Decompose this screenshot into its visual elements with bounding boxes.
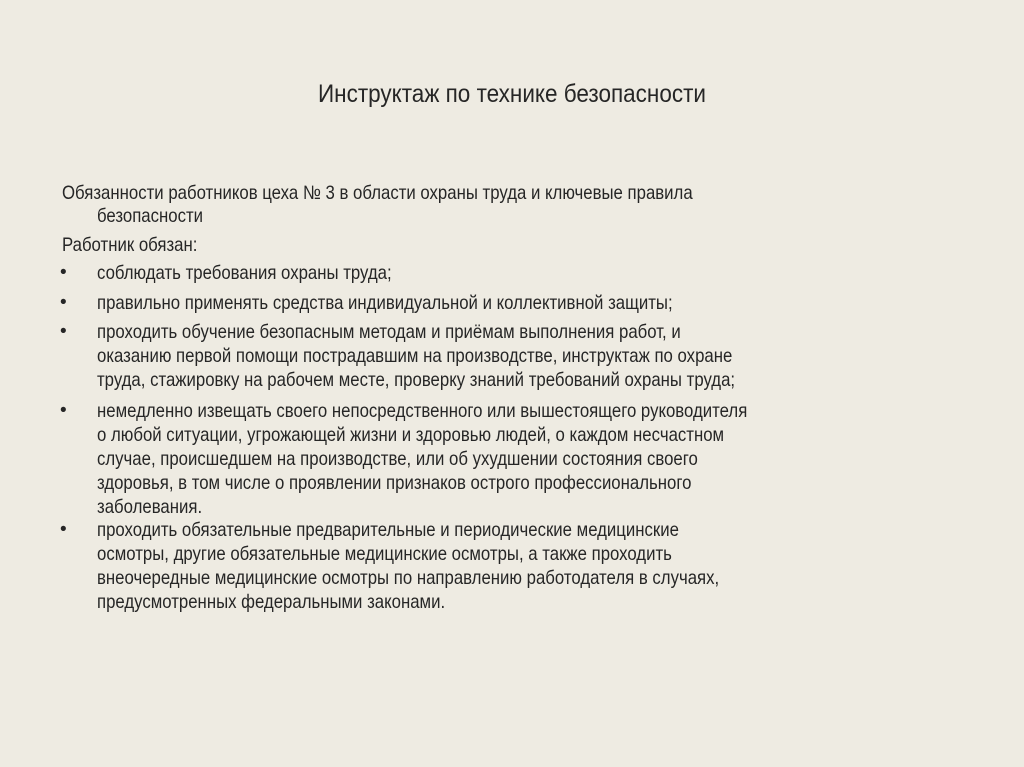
bullet-line: осмотры, другие обязательные медицинские осмотры, а также проходить: [97, 543, 672, 565]
bullet-line: случае, происшедшем на производстве, или об ухудшении состояния своего: [97, 448, 698, 470]
intro-line: Обязанности работников цеха № 3 в области охраны труда и ключевые правила: [62, 182, 693, 204]
bullet-icon: •: [60, 262, 67, 283]
bullet-icon: •: [60, 321, 67, 342]
intro-line: безопасности: [97, 205, 204, 227]
bullet-line: труда, стажировку на рабочем месте, проверку знаний требований охраны труда;: [97, 369, 736, 391]
bullet-line: правильно применять средства индивидуальной и коллективной защиты;: [97, 292, 673, 314]
bullet-line: здоровья, в том числе о проявлении признаков острого профессионального: [97, 472, 692, 494]
bullet-line: соблюдать требования охраны труда;: [97, 262, 392, 284]
lead-text: Работник обязан:: [62, 234, 198, 256]
slide-title: Инструктаж по технике безопасности: [317, 80, 706, 108]
bullet-icon: •: [60, 292, 67, 313]
bullet-line: заболевания.: [97, 496, 203, 518]
bullet-line: проходить обязательные предварительные и периодические медицинские: [97, 519, 679, 541]
bullet-line: внеочередные медицинские осмотры по направлению работодателя в случаях,: [97, 567, 720, 589]
bullet-icon: •: [60, 519, 67, 540]
bullet-line: проходить обучение безопасным методам и приёмам выполнения работ, и: [97, 321, 681, 343]
bullet-line: о любой ситуации, угрожающей жизни и здоровью людей, о каждом несчастном: [97, 424, 725, 446]
bullet-line: немедленно извещать своего непосредственного или вышестоящего руководителя: [97, 400, 748, 422]
bullet-line: предусмотренных федеральными законами.: [97, 591, 446, 613]
bullet-icon: •: [60, 400, 67, 421]
bullet-line: оказанию первой помощи пострадавшим на производстве, инструктаж по охране: [97, 345, 733, 367]
